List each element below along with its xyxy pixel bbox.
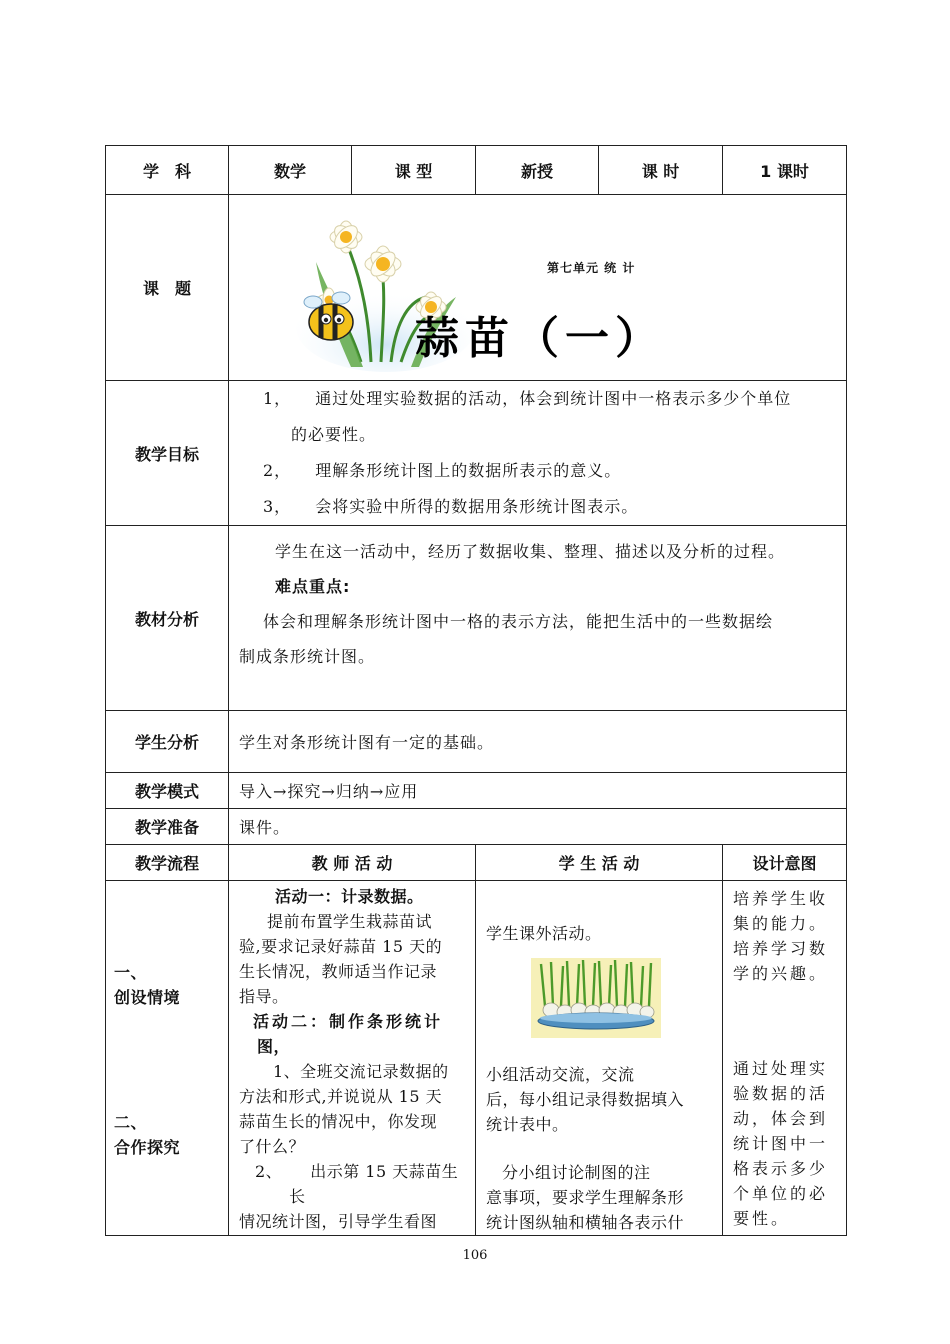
intent-line: 通过处理实 [733, 1058, 829, 1078]
goals-label: 教学目标 [106, 381, 229, 526]
teaching-mode-text: 导入→探究→归纳→应用 [229, 773, 847, 809]
prep-label: 教学准备 [106, 809, 229, 845]
goal-item-continued: 的必要性。 [291, 425, 377, 444]
hours-value: 1 课时 [723, 146, 847, 195]
lesson-plan-table [105, 145, 847, 1236]
student-activity-line: 小组活动交流，交流 [486, 1065, 635, 1084]
flow-stages-cell [106, 881, 229, 1236]
activity-line: 长 [289, 1187, 306, 1206]
mode-row [106, 773, 847, 809]
student-activity-line: 分小组讨论制图的注 [502, 1163, 651, 1182]
student-row [106, 711, 847, 773]
stage-name: 创设情境 [114, 988, 181, 1007]
hours-label: 课 时 [599, 146, 723, 195]
key-points-heading: 难点重点: [275, 577, 351, 596]
design-intent-cell [723, 881, 847, 1236]
activity-line: 方法和形式,并说说从 15 天 [239, 1087, 443, 1106]
student-activity-line: 后，每小组记录得数据填入 [486, 1090, 685, 1109]
stage-number: 一、 [114, 963, 148, 982]
student-analysis-label: 学生分析 [106, 711, 229, 773]
intent-line: 格表示多少 [733, 1158, 829, 1178]
intent-line: 集的能力。 [733, 913, 829, 933]
stage-name: 合作探究 [114, 1138, 181, 1157]
material-paragraph: 学生在这一活动中，经历了数据收集、整理、描述以及分析的过程。 [275, 542, 786, 561]
activity-item-text: 出示第 15 天蒜苗生 [310, 1162, 459, 1181]
student-activity-line: 意事项，要求学生理解条形 [486, 1188, 685, 1207]
activity-line: 蒜苗生长的情况中，你发现 [239, 1112, 438, 1131]
goal-number: 1， [263, 389, 292, 408]
topic-row [106, 195, 847, 381]
topic-cell [229, 195, 847, 381]
student-activity-line: 统计图纵轴和横轴各表示什 [486, 1213, 685, 1232]
activity-line: 情况统计图，引导学生看图 [239, 1212, 438, 1231]
material-paragraph: 体会和理解条形统计图中一格的表示方法，能把生活中的一些数据绘 [263, 612, 774, 631]
goal-text: 通过处理实验数据的活动，体会到统计图中一格表示多少个单位 [315, 389, 792, 408]
activity-line: 指导。 [239, 987, 289, 1006]
goal-number: 3， [263, 497, 292, 516]
page-number: 106 [462, 1248, 488, 1263]
intent-line: 验数据的活 [733, 1083, 829, 1103]
activity-title: 活动二：制作条形统计 [253, 1012, 444, 1031]
goal-item [229, 489, 846, 525]
prep-text: 课件。 [229, 809, 847, 845]
lesson-title: 蒜苗（一） [415, 312, 665, 364]
goal-number: 2， [263, 461, 292, 480]
activity-title: 活动一：计录数据。 [275, 887, 424, 906]
student-analysis-text: 学生对条形统计图有一定的基础。 [229, 711, 847, 773]
intent-line: 要性。 [733, 1208, 791, 1228]
material-paragraph: 制成条形统计图。 [239, 647, 376, 666]
stage-number: 二、 [114, 1113, 148, 1132]
student-activity-line: 统计表中。 [486, 1115, 569, 1134]
teacher-activity-cell [229, 881, 476, 1236]
design-intent-header: 设计意图 [723, 845, 847, 881]
topic-label: 课 题 [106, 195, 229, 381]
teacher-activity-header: 教 师 活 动 [229, 845, 476, 881]
activity-line: 生长情况，教师适当作记录 [239, 962, 438, 981]
flow-header-row [106, 845, 847, 881]
student-activity-header: 学 生 活 动 [476, 845, 723, 881]
activity-line: 1、全班交流记录数据的 [273, 1062, 449, 1081]
intent-line: 动，体会到 [733, 1108, 829, 1128]
type-label: 课 型 [352, 146, 476, 195]
teaching-mode-label: 教学模式 [106, 773, 229, 809]
unit-label: 第七单元 统 计 [547, 260, 636, 275]
header-row [106, 146, 847, 195]
material-cell [229, 526, 847, 711]
activity-item-number: 2、 [255, 1162, 283, 1181]
goal-item [229, 453, 846, 489]
activity-line: 提前布置学生栽蒜苗试 [267, 912, 433, 931]
subject-label: 学 科 [106, 146, 229, 195]
activity-line: 了什么？ [239, 1137, 306, 1156]
intent-line: 培养学生收 [733, 888, 829, 908]
flow-process-header: 教学流程 [106, 845, 229, 881]
goal-text: 会将实验中所得的数据用条形统计图表示。 [315, 497, 639, 516]
goals-cell [229, 381, 847, 526]
subject-value: 数学 [229, 146, 352, 195]
activity-line [239, 1159, 469, 1184]
student-activity-line: 学生课外活动。 [486, 924, 602, 943]
intent-line: 培养学习数 [733, 938, 829, 958]
student-activity-cell [476, 881, 723, 1236]
material-label: 教材分析 [106, 526, 229, 711]
prep-row [106, 809, 847, 845]
goal-item [229, 381, 846, 417]
intent-line: 学的兴趣。 [733, 963, 829, 983]
activity-title: 图， [257, 1037, 291, 1056]
intent-line: 统计图中一 [733, 1133, 829, 1153]
garlic-sprouts-image [531, 958, 661, 1038]
activity-line: 验,要求记录好蒜苗 15 天的 [239, 937, 443, 956]
goal-text: 理解条形统计图上的数据所表示的意义。 [315, 461, 622, 480]
type-value: 新授 [476, 146, 599, 195]
material-row [106, 526, 847, 711]
goals-row [106, 381, 847, 526]
flow-row [106, 881, 847, 1236]
intent-line: 个单位的必 [733, 1183, 829, 1203]
